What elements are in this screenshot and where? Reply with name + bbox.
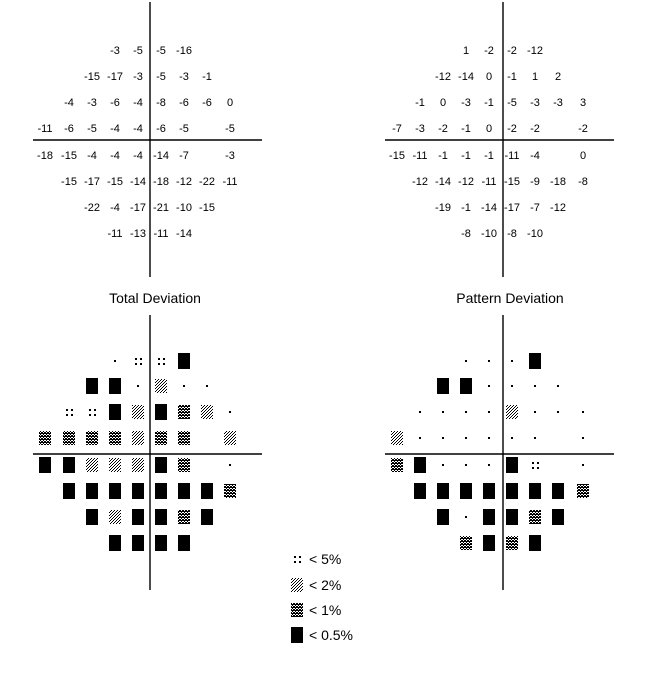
total-values-cell: -3: [87, 97, 97, 109]
pattern-values-cell: -8: [461, 228, 471, 240]
total-values-cell: -3: [110, 45, 120, 57]
total-probability-symbol-p05: [109, 483, 121, 499]
pattern-values-cell: -14: [458, 71, 474, 83]
total-values-cell: -14: [153, 150, 169, 162]
total-probability-symbol-p1: [109, 431, 121, 445]
legend-symbol-p2: [291, 578, 303, 592]
pattern-values-cell: -11: [412, 150, 428, 162]
total-probability-symbol-p05: [132, 483, 144, 499]
total-probability-symbol-p5: [66, 409, 73, 416]
pattern-probability-symbol-p05: [529, 535, 541, 551]
legend-symbol-p5: [294, 556, 301, 563]
pattern-values-cell: -12: [550, 202, 566, 214]
legend-label-p2: < 2%: [309, 577, 342, 593]
pattern-probability-symbol-n: [465, 464, 467, 466]
total-values-cell: -6: [64, 123, 74, 135]
total-probability-symbol-p2: [109, 458, 121, 472]
legend-label-p05: < 0.5%: [309, 627, 353, 643]
total-probability-symbol-p05: [132, 535, 144, 551]
total-probability-symbol-p1: [178, 510, 190, 524]
pattern-values-cell: -1: [484, 150, 494, 162]
total-values-cell: -4: [110, 123, 120, 135]
total-probability-symbol-n: [137, 385, 139, 387]
total-values-cell: -4: [110, 150, 120, 162]
pattern-values-cell: -8: [578, 176, 588, 188]
pattern-values-cell: -1: [484, 97, 494, 109]
total-values-cell: -5: [225, 123, 235, 135]
total-probability-symbol-p05: [63, 457, 75, 473]
total-probability-symbol-p1: [224, 484, 236, 498]
pattern-values-cell: -15: [504, 176, 520, 188]
pattern-probability-symbol-n: [488, 411, 490, 413]
total-values-cell: -10: [176, 202, 192, 214]
pattern-probability-symbol-n: [465, 437, 467, 439]
total-values-cell: 0: [226, 97, 234, 109]
total-probability-symbol-p5: [158, 358, 165, 365]
total-probability-symbol-p05: [109, 378, 121, 394]
pattern-probability-symbol-p05: [483, 509, 495, 525]
total-values-cell: -4: [110, 202, 120, 214]
total-values-cell: -8: [156, 97, 166, 109]
total-values-cell: -18: [153, 176, 169, 188]
pattern-probability-symbol-n: [419, 437, 421, 439]
legend-symbol-p1: [291, 603, 303, 617]
total-probability-symbol-n: [183, 385, 185, 387]
pattern-probability-symbol-n: [582, 464, 584, 466]
pattern-probability-symbol-p1: [529, 510, 541, 524]
pattern-probability-symbol-p05: [552, 509, 564, 525]
pattern-probability-symbol-n: [488, 360, 490, 362]
total-values-cell: -4: [87, 150, 97, 162]
legend-mark-p1: [291, 603, 303, 617]
pattern-probability-symbol-p1: [391, 458, 403, 472]
total-values-cell: -5: [179, 123, 189, 135]
pattern-probability-symbol-n: [511, 437, 513, 439]
pattern-values-cell: 2: [554, 71, 562, 83]
total-values-cell: -15: [199, 202, 215, 214]
pattern-values-cell: -7: [530, 202, 540, 214]
total-probability-symbol-n: [229, 464, 231, 466]
total-probability-symbol-p05: [178, 353, 190, 369]
total-values-cell: -6: [156, 123, 166, 135]
pattern-probability-symbol-n: [534, 437, 536, 439]
pattern-probability-symbol-p05: [552, 483, 564, 499]
pattern-probability-symbol-n: [582, 437, 584, 439]
total-probability-symbol-p1: [178, 458, 190, 472]
pattern-probability-symbol-p2: [391, 431, 403, 445]
total-values-cell: -15: [107, 176, 123, 188]
total-values-cell: -14: [176, 228, 192, 240]
legend-mark-p5: [294, 556, 301, 563]
pattern-probability-symbol-p05: [437, 509, 449, 525]
total-probability-symbol-p05: [155, 483, 167, 499]
pattern-values-cell: -12: [435, 71, 451, 83]
pattern-values-cell: 1: [462, 45, 470, 57]
total-values-cell: -11: [37, 123, 53, 135]
pattern-values-cell: 3: [579, 97, 587, 109]
total-values-cell: -6: [202, 97, 212, 109]
total-probability-symbol-n: [206, 385, 208, 387]
pattern-probability-symbol-n: [488, 385, 490, 387]
total-deviation-title: Total Deviation: [109, 290, 201, 306]
total-values-cell: -5: [133, 45, 143, 57]
pattern-probability-symbol-p05: [483, 535, 495, 551]
total-values-cell: -17: [130, 202, 146, 214]
total-values-cell: -11: [222, 176, 238, 188]
pattern-values-cell: -8: [507, 228, 517, 240]
total-probability-symbol-p2: [201, 405, 213, 419]
pattern-probability-symbol-n: [488, 464, 490, 466]
pattern-values-cell: -15: [389, 150, 405, 162]
total-values-cell: -5: [156, 71, 166, 83]
total-values-cell: -14: [130, 176, 146, 188]
pattern-probability-symbol-n: [442, 411, 444, 413]
pattern-probability-symbol-p1: [460, 536, 472, 550]
total-probability-symbol-p2: [132, 431, 144, 445]
legend-symbol-p05: [291, 627, 303, 643]
legend: [291, 551, 353, 643]
total-values-cell: -22: [199, 176, 215, 188]
pattern-probability-symbol-n: [488, 437, 490, 439]
total-values-cell: -17: [84, 176, 100, 188]
total-values-cell: -1: [202, 71, 212, 83]
total-values-cell: -3: [179, 71, 189, 83]
pattern-probability-symbol-p05: [437, 483, 449, 499]
pattern-values-cell: -1: [438, 150, 448, 162]
pattern-probability-symbol-p05: [506, 457, 518, 473]
total-probability-symbol-p1: [155, 431, 167, 445]
total-probability-symbol-p05: [178, 535, 190, 551]
total-values-cell: -15: [61, 150, 77, 162]
pattern-probability-symbol-n: [465, 360, 467, 362]
total-probability-symbol-p05: [155, 509, 167, 525]
pattern-values-cell: -2: [578, 123, 588, 135]
total-values-cell: -22: [84, 202, 100, 214]
total-probability-symbol-p05: [86, 378, 98, 394]
pattern-values-cell: 0: [485, 123, 493, 135]
pattern-values-cell: -3: [415, 123, 425, 135]
pattern-values-cell: -1: [461, 150, 471, 162]
pattern-probability-symbol-p05: [437, 378, 449, 394]
pattern-values-cell: -14: [435, 176, 451, 188]
total-values-cell: -4: [133, 123, 143, 135]
pattern-values-cell: 0: [439, 97, 447, 109]
total-probability-symbol-p05: [132, 509, 144, 525]
pattern-probability-symbol-n: [582, 411, 584, 413]
total-probability-symbol-p05: [178, 483, 190, 499]
total-probability-symbol-p05: [201, 509, 213, 525]
pattern-values-cell: -10: [481, 228, 497, 240]
legend-label-p5: < 5%: [309, 551, 342, 567]
pattern-values-cell: -2: [507, 123, 517, 135]
total-probability-symbol-p1: [39, 431, 51, 445]
total-probability-symbol-n: [229, 411, 231, 413]
total-values-cell: -4: [133, 150, 143, 162]
total-values-cell: -16: [176, 45, 192, 57]
total-probability-symbol-p1: [178, 405, 190, 419]
total-values-cell: -11: [107, 228, 123, 240]
total-values-cell: -13: [130, 228, 146, 240]
pattern-probability-symbol-n: [511, 385, 513, 387]
total-values-cell: -5: [156, 45, 166, 57]
total-probability-symbol-p2: [224, 431, 236, 445]
total-values-cell: -3: [133, 71, 143, 83]
legend-label-p1: < 1%: [309, 602, 342, 618]
total-probability-symbol-p05: [155, 457, 167, 473]
pattern-values-cell: 0: [485, 71, 493, 83]
pattern-values-cell: -17: [504, 202, 520, 214]
pattern-values-cell: -2: [530, 123, 540, 135]
pattern-probability-symbol-n: [557, 385, 559, 387]
pattern-values-cell: -18: [550, 176, 566, 188]
pattern-probability-symbol-n: [534, 385, 536, 387]
pattern-values-cell: -1: [507, 71, 517, 83]
total-probability-symbol-p2: [109, 510, 121, 524]
pattern-probability-symbol-n: [534, 411, 536, 413]
total-probability-symbol-p1: [86, 431, 98, 445]
pattern-values-cell: -11: [504, 150, 520, 162]
total-values-cell: -21: [153, 202, 169, 214]
total-probability-symbol-p05: [86, 509, 98, 525]
total-values-cell: -7: [179, 150, 189, 162]
pattern-values-cell: -9: [530, 176, 540, 188]
legend-mark-p05: [291, 627, 303, 643]
pattern-probability-symbol-n: [557, 411, 559, 413]
pattern-deviation-title: Pattern Deviation: [456, 290, 564, 306]
pattern-values-cell: -2: [484, 45, 494, 57]
pattern-values-cell: -1: [461, 202, 471, 214]
total-probability-symbol-p2: [132, 405, 144, 419]
total-values-cell: -4: [64, 97, 74, 109]
total-probability-symbol-p5: [135, 358, 142, 365]
pattern-probability-symbol-p05: [529, 483, 541, 499]
pattern-probability-symbol-p05: [460, 483, 472, 499]
pattern-probability-symbol-n: [442, 437, 444, 439]
pattern-probability-symbol-n: [465, 516, 467, 518]
total-probability-symbol-p05: [63, 483, 75, 499]
pattern-values-cell: -7: [392, 123, 402, 135]
total-probability-symbol-p05: [86, 483, 98, 499]
pattern-values-cell: -12: [412, 176, 428, 188]
pattern-probability-symbol-p5: [532, 462, 539, 469]
pattern-values-cell: -2: [438, 123, 448, 135]
total-values-cell: -4: [133, 97, 143, 109]
total-values-cell: -15: [61, 176, 77, 188]
total-values-cell: -6: [179, 97, 189, 109]
pattern-probability-symbol-p05: [414, 483, 426, 499]
pattern-values-cell: -5: [507, 97, 517, 109]
pattern-probability-symbol-p05: [460, 378, 472, 394]
pattern-values-cell: -4: [530, 150, 540, 162]
total-probability-symbol-p5: [89, 409, 96, 416]
legend-mark-p2: [291, 578, 303, 592]
pattern-values-cell: 1: [531, 71, 539, 83]
total-probability-symbol-p2: [86, 458, 98, 472]
pattern-probability-symbol-p1: [577, 484, 589, 498]
total-probability-symbol-p05: [109, 404, 121, 420]
total-values-cell: -5: [87, 123, 97, 135]
total-probability-symbol-p05: [155, 535, 167, 551]
pattern-probability-symbol-p1: [506, 536, 518, 550]
total-values-cell: -6: [110, 97, 120, 109]
pattern-probability-symbol-p05: [414, 457, 426, 473]
total-probability-symbol-p1: [178, 431, 190, 445]
total-probability-symbol-p05: [39, 457, 51, 473]
total-values-cell: -17: [107, 71, 123, 83]
total-values-cell: -11: [153, 228, 169, 240]
total-values-cell: -12: [176, 176, 192, 188]
pattern-values-cell: -1: [461, 123, 471, 135]
pattern-values-cell: -19: [435, 202, 451, 214]
total-probability-symbol-p05: [155, 404, 167, 420]
pattern-values-cell: -3: [553, 97, 563, 109]
total-values-cell: -3: [225, 150, 235, 162]
pattern-probability-symbol-p05: [506, 509, 518, 525]
pattern-values-cell: -2: [507, 45, 517, 57]
pattern-probability-symbol-p05: [483, 483, 495, 499]
total-probability-symbol-p2: [155, 379, 167, 393]
pattern-probability-symbol-n: [465, 411, 467, 413]
pattern-values-cell: -12: [458, 176, 474, 188]
total-probability-symbol-n: [114, 360, 116, 362]
pattern-values-cell: -12: [527, 45, 543, 57]
pattern-probability-symbol-p05: [506, 483, 518, 499]
pattern-values-cell: -3: [461, 97, 471, 109]
pattern-values-cell: 0: [579, 150, 587, 162]
pattern-probability-symbol-n: [442, 464, 444, 466]
total-probability-symbol-p05: [109, 535, 121, 551]
total-probability-symbol-p1: [63, 431, 75, 445]
pattern-probability-symbol-n: [511, 360, 513, 362]
pattern-values-cell: -14: [481, 202, 497, 214]
total-probability-symbol-p05: [201, 483, 213, 499]
pattern-values-cell: -1: [415, 97, 425, 109]
total-values-cell: -15: [84, 71, 100, 83]
total-probability-symbol-p2: [132, 458, 144, 472]
pattern-probability-symbol-p2: [506, 405, 518, 419]
pattern-values-cell: -10: [527, 228, 543, 240]
pattern-probability-symbol-n: [419, 411, 421, 413]
pattern-values-cell: -3: [530, 97, 540, 109]
pattern-probability-symbol-p05: [529, 353, 541, 369]
total-values-cell: -18: [37, 150, 53, 162]
pattern-values-cell: -11: [481, 176, 497, 188]
